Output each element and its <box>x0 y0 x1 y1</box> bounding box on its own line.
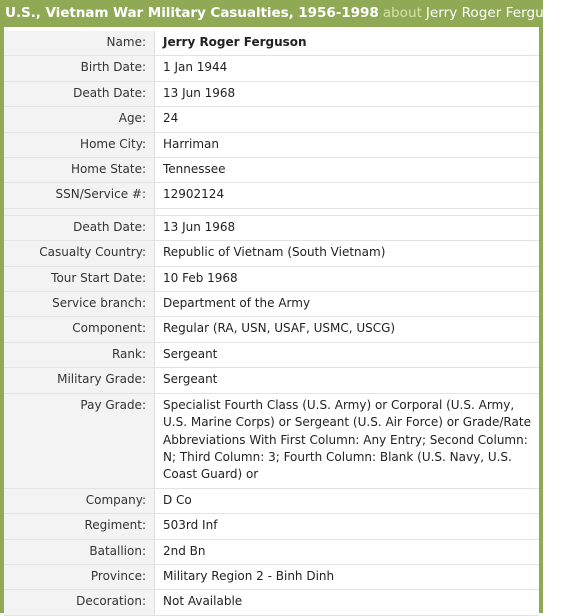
field-value: 503rd Inf <box>155 514 540 539</box>
field-value: D Co <box>155 488 540 513</box>
field-value: Harriman <box>155 132 540 157</box>
field-label: Casualty Country: <box>4 241 155 266</box>
field-value: 24 <box>155 107 540 132</box>
field-label: Company: <box>4 488 155 513</box>
field-value: 2nd Bn <box>155 539 540 564</box>
field-value: Regular (RA, USN, USAF, USMC, USCG) <box>155 317 540 342</box>
field-label: Pay Grade: <box>4 393 155 488</box>
field-label: Name: <box>4 31 155 56</box>
field-label: Regiment: <box>4 514 155 539</box>
section-divider <box>4 208 539 215</box>
table-row <box>4 292 539 317</box>
table-row <box>4 266 539 291</box>
record-details-panel <box>4 27 539 613</box>
table-row <box>4 158 539 183</box>
record-details-table <box>4 31 539 616</box>
field-value: Not Available <box>155 590 540 615</box>
table-row <box>4 393 539 488</box>
field-label: Death Date: <box>4 81 155 106</box>
field-value: Sergeant <box>155 342 540 367</box>
field-label: SSN/Service #: <box>4 183 155 208</box>
table-row <box>4 183 539 208</box>
field-value: Sergeant <box>155 368 540 393</box>
divider-cell <box>155 208 540 215</box>
table-row <box>4 56 539 81</box>
table-row <box>4 317 539 342</box>
field-value: Specialist Fourth Class (U.S. Army) or Corporal (U.S. Army, U.S. Marine Corps) or Sergeant (U.S. Air Force) or Grade/Rate Abbreviations With First Column: Any Entry; Second Column: N; Third Column: 3; Fourth Column: Blank (U.S. Navy, U.S. Coast Guard) or <box>155 393 540 488</box>
table-row <box>4 132 539 157</box>
field-label: Decoration: <box>4 590 155 615</box>
field-label: Death Date: <box>4 215 155 240</box>
field-value: Jerry Roger Ferguson <box>155 31 540 56</box>
field-label: Home City: <box>4 132 155 157</box>
field-label: Service branch: <box>4 292 155 317</box>
field-value: Department of the Army <box>155 292 540 317</box>
field-label: Component: <box>4 317 155 342</box>
field-value: 12902124 <box>155 183 540 208</box>
table-row <box>4 368 539 393</box>
field-label: Military Grade: <box>4 368 155 393</box>
table-row <box>4 514 539 539</box>
table-row <box>4 107 539 132</box>
table-row <box>4 590 539 615</box>
table-row <box>4 241 539 266</box>
field-value: Republic of Vietnam (South Vietnam) <box>155 241 540 266</box>
field-label: Home State: <box>4 158 155 183</box>
collection-title[interactable]: U.S., Vietnam War Military Casualties, 1956-1998 <box>5 5 379 21</box>
table-row <box>4 564 539 589</box>
field-label: Age: <box>4 107 155 132</box>
about-label: about <box>382 5 422 21</box>
field-value: Military Region 2 - Binh Dinh <box>155 564 540 589</box>
field-value: 13 Jun 1968 <box>155 215 540 240</box>
field-label: Tour Start Date: <box>4 266 155 291</box>
table-row <box>4 81 539 106</box>
table-row <box>4 31 539 56</box>
divider-cell <box>4 208 155 215</box>
field-value: 1 Jan 1944 <box>155 56 540 81</box>
table-row <box>4 488 539 513</box>
field-label: Batallion: <box>4 539 155 564</box>
field-value: 13 Jun 1968 <box>155 81 540 106</box>
person-name-heading: Jerry Roger Ferguson <box>425 5 568 21</box>
table-row <box>4 342 539 367</box>
field-value: 10 Feb 1968 <box>155 266 540 291</box>
table-row <box>4 215 539 240</box>
field-label: Rank: <box>4 342 155 367</box>
table-row <box>4 539 539 564</box>
record-header <box>0 0 568 27</box>
field-label: Birth Date: <box>4 56 155 81</box>
field-value: Tennessee <box>155 158 540 183</box>
field-label: Province: <box>4 564 155 589</box>
